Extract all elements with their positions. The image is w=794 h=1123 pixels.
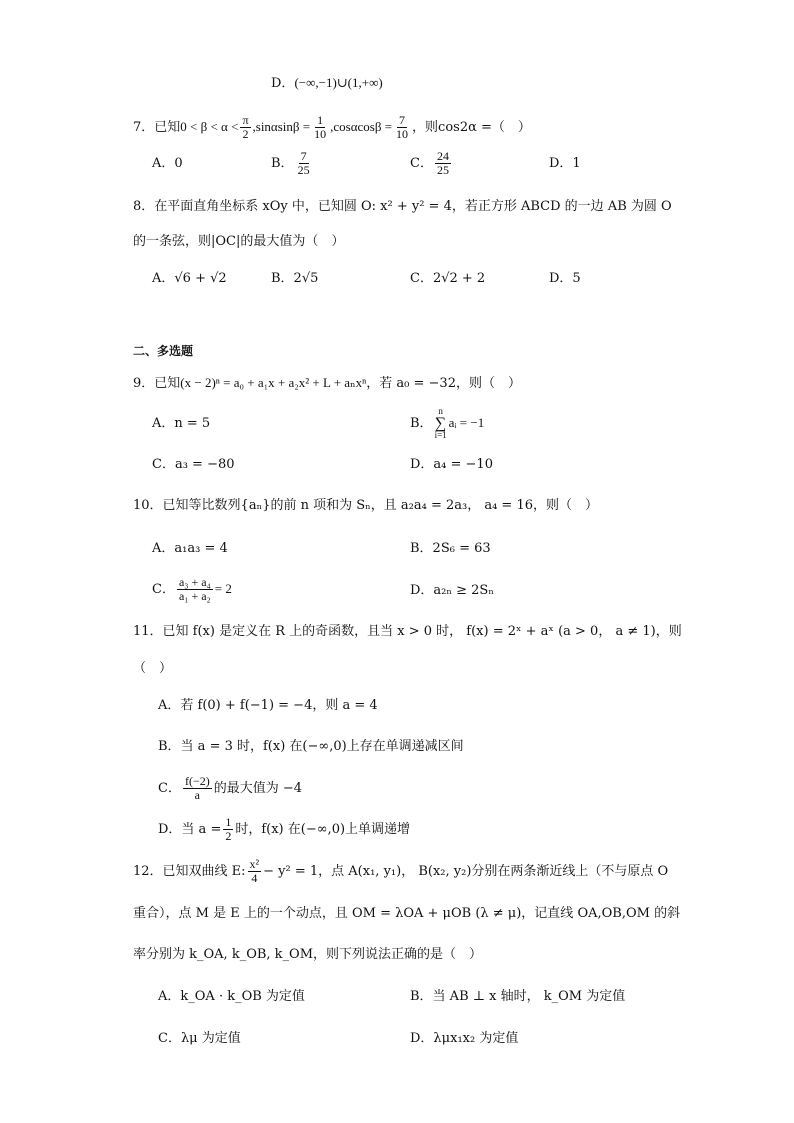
q9-option-b-label: B．: [410, 416, 433, 431]
q7-stem-prefix: 7．已知: [133, 120, 181, 135]
q7-frac2-num: 7: [399, 113, 406, 127]
q12-e-frac: [248, 858, 262, 885]
q12-option-a: A．k_OA · k_OB 为定值: [158, 989, 305, 1004]
q9-option-b-expr: aᵢ = −1: [448, 415, 485, 430]
q11-option-d-den: 2: [225, 829, 232, 843]
q7-cond1: 0 < β < α <: [180, 119, 239, 134]
q6-option-d: [271, 74, 383, 93]
q7-option-c-num: 24: [436, 149, 449, 163]
q10-option-c-frac: [177, 576, 213, 603]
q9-option-b: [410, 406, 484, 441]
q11-option-c: [158, 772, 302, 806]
q11-option-d-pre: D．当 a =: [158, 822, 222, 837]
q8-option-b: B．2√5: [271, 271, 319, 286]
q7-pi-num: π: [242, 113, 249, 127]
q11-stem-paren: （ ）: [133, 661, 173, 676]
q9-sum-bottom: i=1: [434, 430, 447, 440]
q9-option-a: A．n = 5: [152, 416, 211, 431]
q9-stem-b: (x − 2)ⁿ = a₀ + a₁x + a₂x² + L + aₙxⁿ: [180, 375, 367, 390]
q10-option-c-tail: = 2: [214, 581, 232, 596]
q11-option-d-num: 1: [225, 815, 232, 829]
q8-option-c: C．2√2 + 2: [410, 271, 486, 286]
q7-option-a: A．0: [152, 156, 183, 171]
q7-pi-frac: [240, 114, 250, 141]
q9-stem-c: ，若 a₀ = −32，则（ ）: [366, 376, 521, 391]
q9-option-d: D．a₄ = −10: [410, 457, 493, 472]
q12-stem-line3: 率分别为 k_OA, k_OB, k_OM，则下列说法正确的是（ ）: [133, 947, 483, 962]
q8-stem-line2: 的一条弦，则|OC|的最大值为（ ）: [133, 234, 345, 249]
q11-option-d-frac: [223, 816, 233, 843]
q7-option-b-den: 25: [297, 163, 310, 177]
q12-e-num: x²: [249, 857, 260, 871]
q11-option-d-post: 时，f(x) 在(−∞,0)上单调递增: [235, 822, 411, 837]
q9-stem-a: 9．已知: [133, 376, 181, 391]
q9-option-c: C．a₃ = −80: [152, 457, 235, 472]
q7-frac1-den: 10: [314, 127, 327, 141]
q6-option-d-expr: (−∞,−1)∪(1,+∞): [294, 75, 383, 90]
q9-summation: [435, 407, 447, 440]
q11-option-c-num: f(−2): [184, 774, 210, 788]
q9-sum-sign: ∑: [434, 415, 447, 432]
q12-stem-b: − y² = 1，点 A(x₁, y₁)， B(x₂, y₂)分别在两条渐近线上（不与原点 O: [263, 864, 669, 879]
q7-option-b-label: B．: [271, 156, 294, 171]
q10-option-a: A．a₁a₃ = 4: [152, 541, 228, 556]
q7-pi-den: 2: [242, 127, 249, 141]
q8-option-a: A．√6 + √2: [152, 271, 227, 286]
q11-option-c-label: C．: [158, 781, 181, 796]
q7-option-d: D．1: [549, 156, 581, 171]
q8-option-d: D．5: [549, 271, 581, 286]
q9-stem: [133, 374, 521, 393]
q10-option-c-den: a₁ + a₂: [178, 589, 211, 603]
q10-option-c-label: C．: [152, 582, 175, 597]
q7-option-c-label: C．: [410, 156, 433, 171]
q11-option-b: B．当 a = 3 时，f(x) 在(−∞,0)上存在单调递减区间: [158, 739, 464, 754]
q7-frac2: [394, 114, 410, 141]
q12-stem-a: 12．已知双曲线 E:: [133, 864, 246, 879]
q7-option-c: [410, 149, 453, 179]
q11-option-c-frac: [183, 775, 212, 802]
q7-stem: [133, 112, 531, 143]
q10-option-d: D．a₂ₙ ≥ 2Sₙ: [410, 583, 494, 598]
q12-option-c: C．λμ 为定值: [158, 1031, 241, 1046]
q10-option-c: [152, 574, 232, 605]
q8-stem-line1: 8．在平面直角坐标系 xOy 中，已知圆 O: x² + y² = 4，若正方形 ABCD 的一边 AB 为圆 O: [133, 199, 672, 214]
q11-option-c-den: a: [194, 788, 200, 802]
q7-cond3: ,cosαcosβ =: [330, 119, 393, 134]
q7-frac1: [312, 114, 328, 141]
q11-stem: 11．已知 f(x) 是定义在 R 上的奇函数，且当 x > 0 时， f(x) = 2ˣ + aˣ (a > 0， a ≠ 1)，则: [133, 624, 682, 639]
q12-stem-line1: [133, 857, 668, 887]
q11-option-c-tail: 的最大值为 −4: [213, 781, 303, 796]
q7-cond2: ,sinαsinβ =: [252, 119, 311, 134]
q6-option-d-label: D．: [271, 76, 295, 91]
q12-option-d: D．λμx₁x₂ 为定值: [410, 1031, 519, 1046]
q10-option-b: B．2S₆ = 63: [410, 541, 491, 556]
q7-stem-suffix: ，则cos2α =（ ）: [412, 120, 531, 135]
q11-option-d: [158, 815, 410, 845]
q7-option-b-frac: [296, 150, 312, 177]
q7-option-b: [271, 149, 314, 179]
q10-option-c-num: a₃ + a₄: [178, 575, 211, 589]
q9-sum-top: n: [438, 406, 443, 416]
q7-frac1-num: 1: [317, 113, 324, 127]
q12-e-den: 4: [251, 871, 258, 885]
q11-option-a: A．若 f(0) + f(−1) = −4，则 a = 4: [158, 698, 378, 713]
q7-option-c-den: 25: [436, 163, 449, 177]
q7-option-c-frac: [435, 150, 451, 177]
q12-stem-line2: 重合），点 M 是 E 上的一个动点，且 OM = λOA + μOB (λ ≠ μ)，记直线 OA,OB,OM 的斜: [133, 906, 681, 921]
section-title-multi-choice: 二、多选题: [133, 344, 194, 358]
q7-frac2-den: 10: [396, 127, 409, 141]
q7-option-b-num: 7: [300, 149, 307, 163]
q10-stem: 10．已知等比数列{aₙ}的前 n 项和为 Sₙ，且 a₂a₄ = 2a₃， a₄ = 16，则（ ）: [133, 498, 598, 513]
q12-option-b: B．当 AB ⊥ x 轴时， k_OM 为定值: [410, 989, 626, 1004]
